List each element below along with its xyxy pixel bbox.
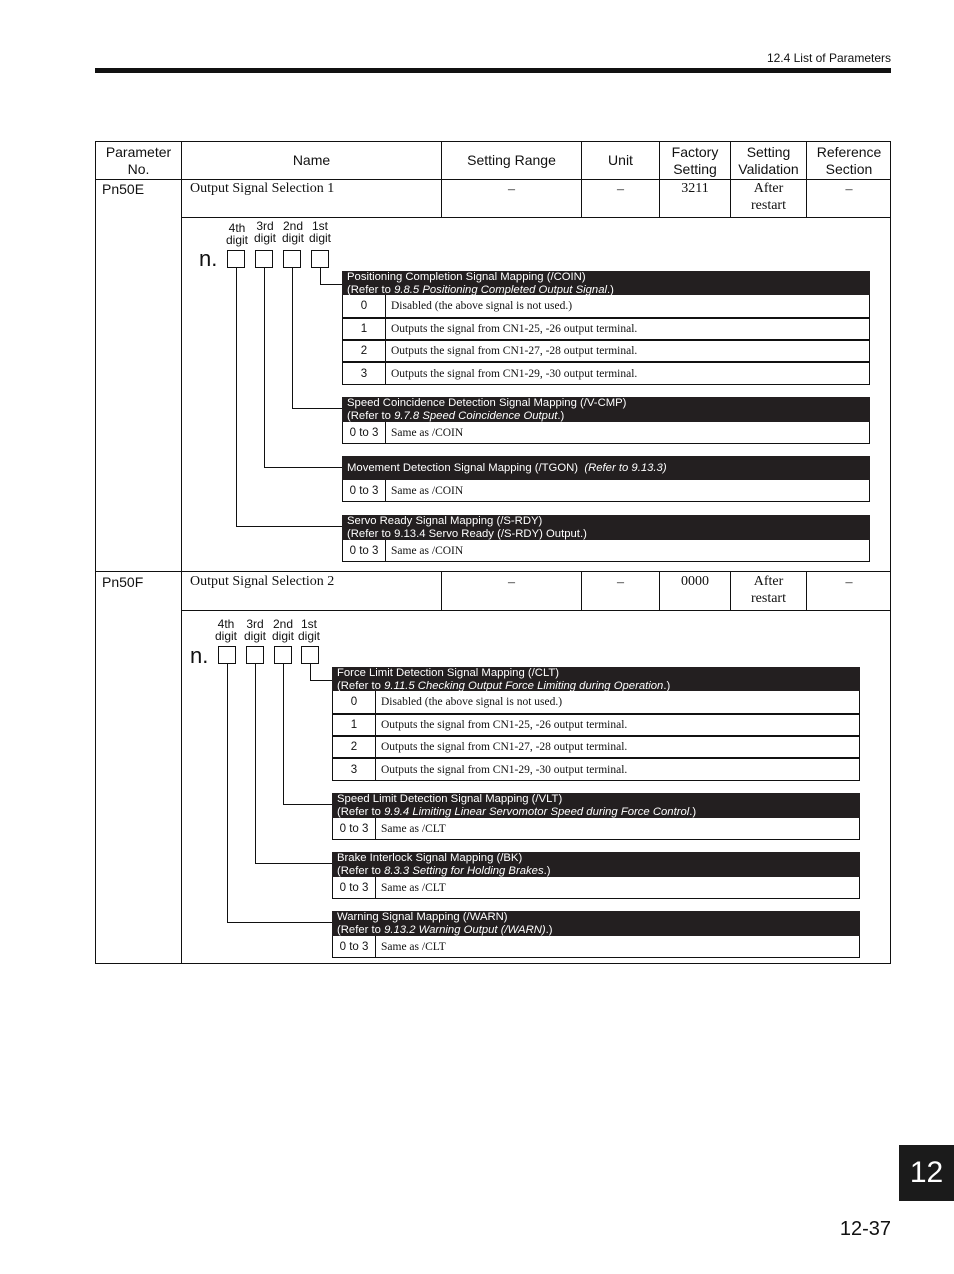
digit-box [274,646,292,664]
option-row: 3 Outputs the signal from CN1-29, -30 output terminal. [332,758,860,781]
digit-label: 3rd digit [243,617,266,643]
digit-box [301,646,319,664]
option-row: 1 Outputs the signal from CN1-25, -26 output terminal. [342,318,870,340]
header-rule [95,68,891,73]
digit-box [283,250,301,268]
option-row: 2 Outputs the signal from CN1-27, -28 output terminal. [332,736,860,758]
header-factory-setting: Factory Setting [671,143,719,177]
setting-range: – [508,574,515,590]
factory-setting: 3211 [681,180,709,196]
param-name: Output Signal Selection 2 [190,574,335,589]
digit-box [246,646,264,664]
setting-validation: After restart [751,574,786,606]
option-row: 0 to 3 Same as /CLT [332,877,860,899]
section-header: 12.4 List of Parameters [766,51,891,65]
digit-box [218,646,236,664]
factory-setting: 0000 [681,573,709,589]
digit-label: 2nd digit [281,219,304,245]
option-row: 2 Outputs the signal from CN1-27, -28 output terminal. [342,340,870,362]
group-title-warn: Warning Signal Mapping (/WARN) (Refer to 9.13.2 Warning Output (/WARN).) [332,911,860,936]
digit-label: 1st digit [308,219,331,245]
setting-range: – [508,181,515,197]
header-param-no: Parameter No. [105,143,172,177]
header-reference-section: Reference Section [816,143,882,177]
option-row: 1 Outputs the signal from CN1-25, -26 output terminal. [332,714,860,736]
header-unit: Unit [608,152,633,168]
reference-section: – [845,181,853,197]
digit-label: 4th digit [225,221,248,247]
digit-label: 1st digit [297,617,320,643]
page-number: 12-37 [839,1218,891,1240]
group-title-srdy: Servo Ready Signal Mapping (/S-RDY) (Refer to 9.13.4 Servo Ready (/S-RDY) Output.) [342,515,870,540]
group-title-tgon: Movement Detection Signal Mapping (/TGON) (Refer to 9.13.3) [342,456,870,480]
param-name: Output Signal Selection 1 [190,181,335,196]
setting-validation: After restart [751,181,786,213]
option-row: 0 Disabled (the above signal is not used.) [332,691,860,714]
header-setting-validation: Setting Validation [738,143,799,177]
option-row: 0 to 3 Same as /COIN [342,422,870,444]
option-row: 0 Disabled (the above signal is not used.) [342,295,870,318]
prefix-n: n. [199,246,218,271]
digit-label: 2nd digit [271,617,294,643]
group-title-vlt: Speed Limit Detection Signal Mapping (/VLT) (Refer to 9.9.4 Limiting Linear Servomotor Speed during Force Control.) [332,793,860,818]
option-row: 0 to 3 Same as /CLT [332,936,860,958]
option-row: 0 to 3 Same as /CLT [332,818,860,840]
param-no: Pn50E [102,181,145,197]
digit-box [311,250,329,268]
unit: – [617,181,624,197]
group-title-bk: Brake Interlock Signal Mapping (/BK) (Refer to 8.3.3 Setting for Holding Brakes.) [332,852,860,877]
chapter-tab: 12 [899,1145,954,1201]
option-row: 0 to 3 Same as /COIN [342,540,870,562]
option-row: 3 Outputs the signal from CN1-29, -30 output terminal. [342,362,870,385]
prefix-n: n. [190,643,209,668]
param-no: Pn50F [102,574,144,590]
group-title-vcmp: Speed Coincidence Detection Signal Mapping (/V-CMP) (Refer to 9.7.8 Speed Coincidence Output.) [342,397,870,422]
group-title-clt: Force Limit Detection Signal Mapping (/CLT) (Refer to 9.11.5 Checking Output Force Limiting during Operation.) [332,667,860,691]
digit-box [227,250,245,268]
digit-label: 3rd digit [253,219,276,245]
unit: – [617,574,624,590]
digit-label: 4th digit [214,617,237,643]
digit-box [255,250,273,268]
header-setting-range: Setting Range [467,152,556,168]
reference-section: – [845,574,853,590]
option-row: 0 to 3 Same as /COIN [342,480,870,502]
header-name: Name [292,152,331,168]
group-title-coin: Positioning Completion Signal Mapping (/COIN) (Refer to 9.8.5 Positioning Completed Output Signal.) [342,271,870,295]
